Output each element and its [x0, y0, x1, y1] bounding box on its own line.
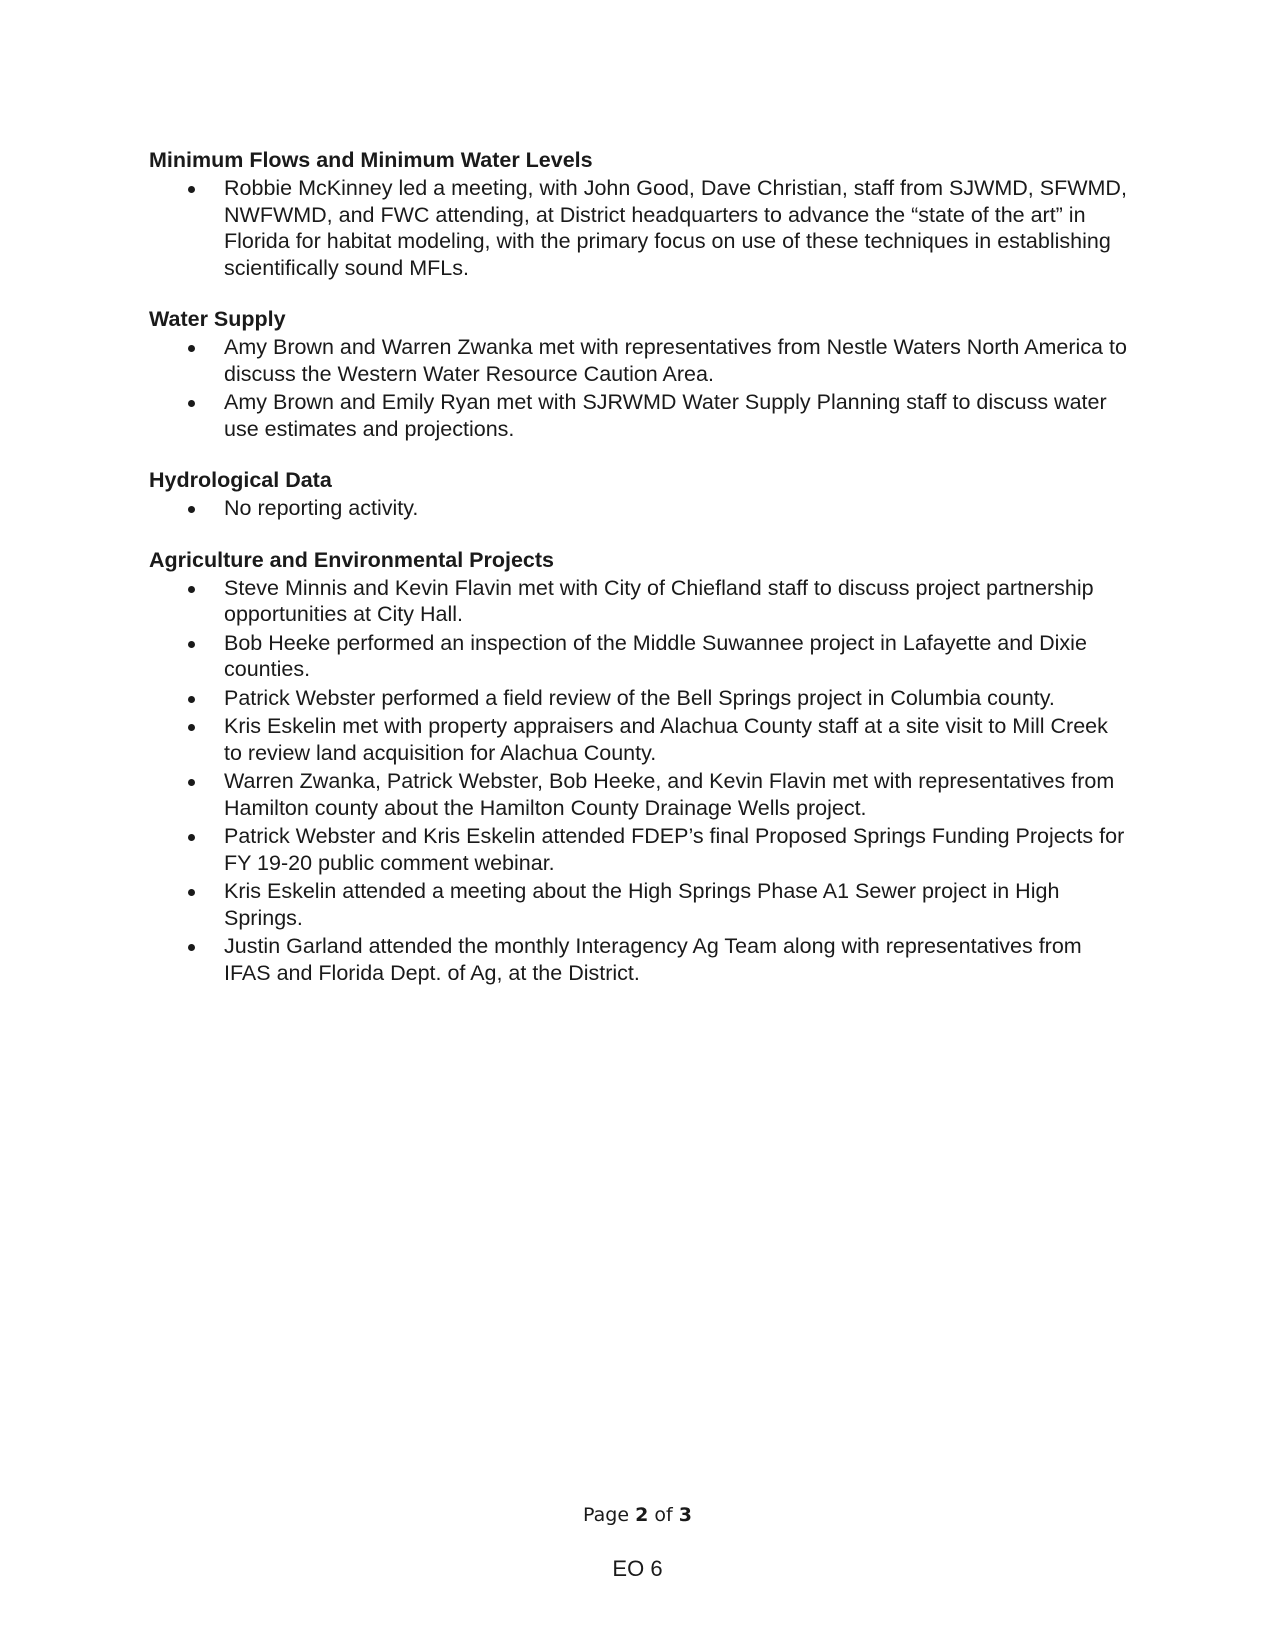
bullet-icon [188, 724, 195, 731]
document-code: EO 6 [612, 1556, 663, 1581]
bullet-list [149, 575, 1129, 987]
list-item [149, 495, 1129, 522]
list-item-text: No reporting activity. [224, 496, 419, 520]
document-body [149, 146, 1129, 1010]
list-item [149, 713, 1129, 766]
list-item-text: Robbie McKinney led a meeting, with John Good, Dave Christian, staff from SJWMD, SFWMD, NWFWMD, and FWC attending, at District headquarters to advance the “state of the art” in Florida for habitat modeling, with the primary focus on use of these techniques in establishing scientifically sound MFLs. [224, 176, 1127, 280]
list-item-text: Justin Garland attended the monthly Interagency Ag Team along with representatives from IFAS and Florida Dept. of Ag, at the District. [224, 934, 1082, 985]
list-item-text: Steve Minnis and Kevin Flavin met with City of Chiefland staff to discuss project partnership opportunities at City Hall. [224, 575, 1094, 626]
list-item-text: Kris Eskelin met with property appraisers and Alachua County staff at a site visit to Mill Creek to review land acquisition for Alachua County. [224, 714, 1108, 765]
bullet-icon [188, 186, 195, 193]
bullet-icon [188, 641, 195, 648]
list-item-text: Patrick Webster and Kris Eskelin attended FDEP’s final Proposed Springs Funding Projects for FY 19-20 public comment webinar. [224, 824, 1125, 875]
bullet-icon [188, 506, 195, 513]
page-word: Page [583, 1504, 630, 1526]
section-water-supply [149, 305, 1129, 442]
list-item-text: Kris Eskelin attended a meeting about the High Springs Phase A1 Sewer project in High Springs. [224, 879, 1060, 930]
list-item [149, 389, 1129, 442]
bullet-list [149, 495, 1129, 522]
section-heading: Water Supply [149, 307, 286, 331]
page-current: 2 [635, 1504, 649, 1526]
section-hydrological-data [149, 466, 1129, 522]
list-item [149, 575, 1129, 628]
bullet-list [149, 334, 1129, 442]
page-total: 3 [678, 1504, 692, 1526]
list-item [149, 175, 1129, 281]
list-item [149, 768, 1129, 821]
bullet-icon [188, 944, 195, 951]
list-item [149, 685, 1129, 712]
list-item [149, 878, 1129, 931]
bullet-icon [188, 834, 195, 841]
bullet-icon [188, 696, 195, 703]
list-item [149, 823, 1129, 876]
section-agriculture-environmental [149, 546, 1129, 987]
list-item-text: Bob Heeke performed an inspection of the Middle Suwannee project in Lafayette and Dixie counties. [224, 630, 1087, 681]
bullet-icon [188, 586, 195, 593]
bullet-list [149, 175, 1129, 281]
list-item-text: Amy Brown and Emily Ryan met with SJRWMD Water Supply Planning staff to discuss water use estimates and projections. [224, 390, 1107, 441]
bullet-icon [188, 779, 195, 786]
page-number [0, 1504, 1275, 1526]
list-item [149, 933, 1129, 986]
section-heading: Agriculture and Environmental Projects [149, 547, 555, 572]
list-item-text: Amy Brown and Warren Zwanka met with representatives from Nestle Waters North America to discuss the Western Water Resource Caution Area. [224, 335, 1127, 386]
list-item [149, 334, 1129, 387]
section-heading: Hydrological Data [149, 468, 332, 492]
page-of: of [654, 1504, 673, 1526]
bullet-icon [188, 400, 195, 407]
section-heading: Minimum Flows and Minimum Water Levels [149, 148, 593, 172]
bullet-icon [188, 345, 195, 352]
section-minimum-flows [149, 146, 1129, 281]
list-item [149, 630, 1129, 683]
list-item-text: Patrick Webster performed a field review of the Bell Springs project in Columbia county. [224, 685, 1055, 710]
list-item-text: Warren Zwanka, Patrick Webster, Bob Heeke, and Kevin Flavin met with representatives from Hamilton county about the Hamilton County Drainage Wells project. [224, 769, 1115, 820]
bullet-icon [188, 889, 195, 896]
